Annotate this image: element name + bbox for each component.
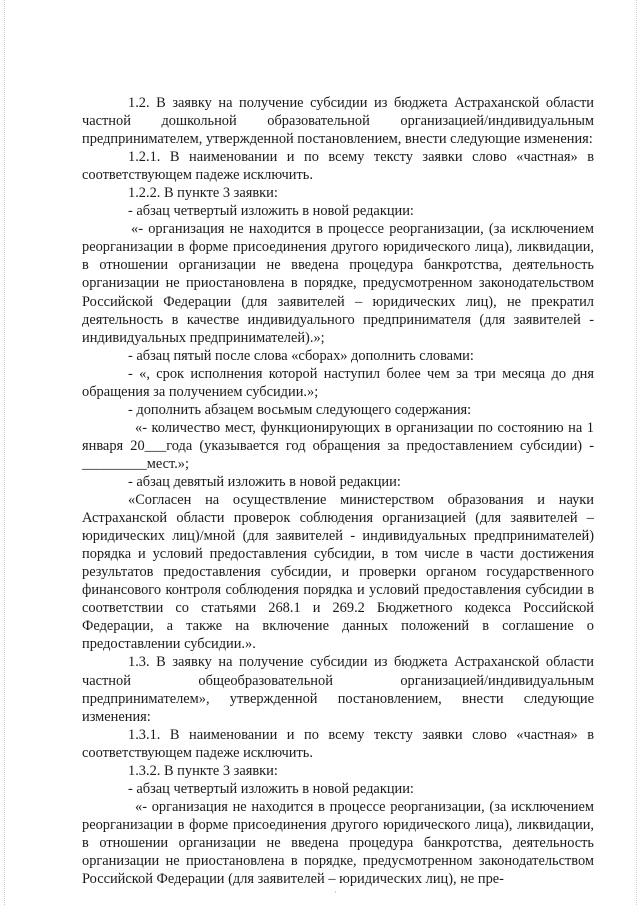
scan-edge-left	[4, 0, 6, 905]
paragraph-consent: «Согласен на осуществление министерством образования и науки Астраханской области проверок соблюдения организацией (для заявителей – юридических лиц)/мной (для заявителей - индивидуальных предпринимателей) порядка и условий предоставления субсидии, в том числе в части достижения результатов предоставления субсидии, и проверки органом государственного финансового контроля соблюдения порядка и условий предоставления субсидии в соответствии со статьями 268.1 и 269.2 Бюджетного кодекса Российской Федерации, а также на включение данных положений в соглашение о предоставлении субсидии.».	[82, 492, 594, 653]
paragraph-abzac-4-b: - абзац четвертый изложить в новой редакции:	[128, 780, 414, 797]
paragraph-1-3-2: 1.3.2. В пункте 3 заявки:	[128, 762, 278, 779]
paragraph-1-2-2: 1.2.2. В пункте 3 заявки:	[128, 185, 278, 202]
paragraph-places-count: «- количество мест, функционирующих в организации по состоянию на 1 января 20___года (указывается год обращения за предоставлением субсидии) - _________мест.»;	[82, 419, 594, 472]
paragraph-abzac-8: - дополнить абзацем восьмым следующего содержания:	[128, 401, 472, 418]
paragraph-abzac-5: - абзац пятый после слова «сборах» дополнить словами:	[128, 347, 474, 364]
paragraph-1-3: 1.3. В заявку на получение субсидии из бюджета Астраханской области частной общеобразовательной организацией/индивидуальным предпринимателем», утвержденной постановлением, внести следующие изменения:	[82, 654, 594, 725]
scan-dot-mark: ·	[334, 888, 337, 898]
paragraph-1-3-1: 1.3.1. В наименовании и по всему тексту заявки слово «частная» в соответствующем падеже исключить.	[82, 726, 594, 761]
paragraph-deadline-insert: - «, срок исполнения которой наступил более чем за три месяца до дня обращения за получением субсидии.»;	[82, 365, 594, 400]
paragraph-abzac-4: - абзац четвертый изложить в новой редакции:	[128, 203, 414, 220]
paragraph-1-2-1: 1.2.1. В наименовании и по всему тексту заявки слово «частная» в соответствующем падеже исключить.	[82, 149, 594, 184]
paragraph-quote-reorganization-b: «- организация не находится в процессе реорганизации, (за исключением реорганизации в форме присоединения другого юридического лица), ликвидации, в отношении организации не введена процедура банкротства, деятельность организации не приостановлена в порядке, предусмотренном законодательством Российской Федерации (для заявителей – юридических лиц), не пре-	[82, 798, 594, 888]
document-body	[82, 94, 594, 888]
scan-edge-right	[636, 0, 638, 905]
paragraph-1-2: 1.2. В заявку на получение субсидии из бюджета Астраханской области частной дошкольной образовательной организацией/индивидуальным предпринимателем, утвержденной постановлением, внести следующие изменения:	[82, 95, 594, 148]
paragraph-quote-reorganization: «- организация не находится в процессе реорганизации, (за исключением реорганизации в форме присоединения другого юридического лица), ликвидации, в отношении организации не введена процедура банкротства, деятельность организации не приостановлена в порядке, предусмотренном законодательством Российской Федерации (для заявителей – юридических лиц), не прекратил деятельность в качестве индивидуального предпринимателя (для заявителей - индивидуальных предпринимателей).»;	[82, 221, 594, 346]
paragraph-abzac-9: - абзац девятый изложить в новой редакции:	[128, 473, 401, 490]
